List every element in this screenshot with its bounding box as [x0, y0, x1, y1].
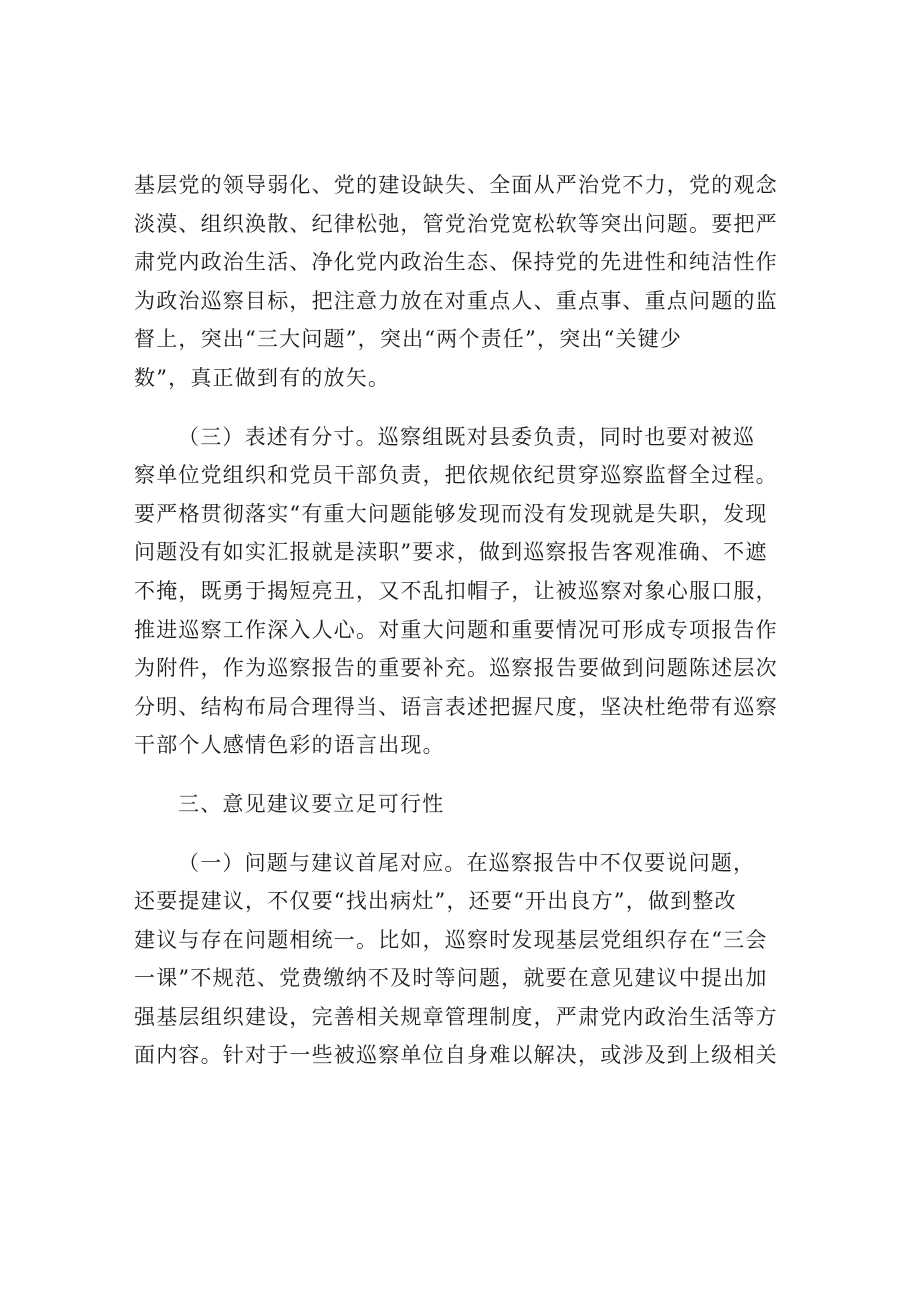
text-line: 面内容。针对于一些被巡察单位自身难以解决，或涉及到上级相关 — [134, 1043, 778, 1068]
paragraph-gap — [134, 824, 794, 844]
paragraph-section-3 — [134, 418, 794, 765]
section-heading: 三、意见建议要立足可行性 — [178, 791, 445, 816]
paragraph-section-1 — [134, 844, 794, 1076]
paragraph-problems — [134, 166, 794, 398]
text-line: 为政治巡察目标，把注意力放在对重点人、重点事、重点问题的监 — [134, 288, 778, 313]
text-line: 问题没有如实汇报就是渎职”要求，做到巡察报告客观准确、不遮 — [134, 540, 768, 565]
text-line-first: （三）表述有分寸。巡察组既对县委负责，同时也要对被巡 — [178, 424, 756, 449]
text-line: 分明、结构布局合理得当、语言表述把握尺度，坚决杜绝带有巡察 — [134, 694, 778, 719]
text-line: 还要提建议，不仅要“找出病灶”，还要“开出良方”，做到整改 — [134, 889, 737, 914]
text-line: 强基层组织建设，完善相关规章管理制度，严肃党内政治生活等方 — [134, 1004, 778, 1029]
text-line: 建议与存在问题相统一。比如，巡察时发现基层党组织存在“三会 — [134, 927, 768, 952]
text-line: 察单位党组织和党员干部负责，把依规依纪贯穿巡察监督全过程。 — [134, 463, 778, 488]
text-line: 为附件，作为巡察报告的重要补充。巡察报告要做到问题陈述层次 — [134, 656, 778, 681]
text-line-first: （一）问题与建议首尾对应。在巡察报告中不仅要说问题， — [178, 850, 756, 875]
text-line: 数”，真正做到有的放矢。 — [134, 365, 391, 390]
paragraph-gap — [134, 398, 794, 418]
text-line: 督上，突出“三大问题”，突出“两个责任”，突出“关键少 — [134, 327, 683, 352]
text-line: 不掩，既勇于揭短亮丑，又不乱扣帽子，让被巡察对象心服口服， — [134, 578, 778, 603]
text-line: 淡漠、组织涣散、纪律松弛，管党治党宽松软等突出问题。要把严 — [134, 211, 778, 236]
text-line: 基层党的领导弱化、党的建设缺失、全面从严治党不力，党的观念 — [134, 173, 778, 197]
document-body — [134, 166, 794, 1075]
text-line: 要严格贯彻落实“有重大问题能够发现而没有发现就是失职，发现 — [134, 501, 768, 526]
text-line: 干部个人感情色彩的语言出现。 — [134, 733, 445, 758]
text-line: 推进巡察工作深入人心。对重大问题和重要情况可形成专项报告作 — [134, 617, 778, 642]
text-line: 一课”不规范、党费缴纳不及时等问题，就要在意见建议中提出加 — [134, 966, 768, 991]
paragraph-gap — [134, 765, 794, 785]
text-line: 肃党内政治生活、净化党内政治生态、保持党的先进性和纯洁性作 — [134, 250, 778, 275]
